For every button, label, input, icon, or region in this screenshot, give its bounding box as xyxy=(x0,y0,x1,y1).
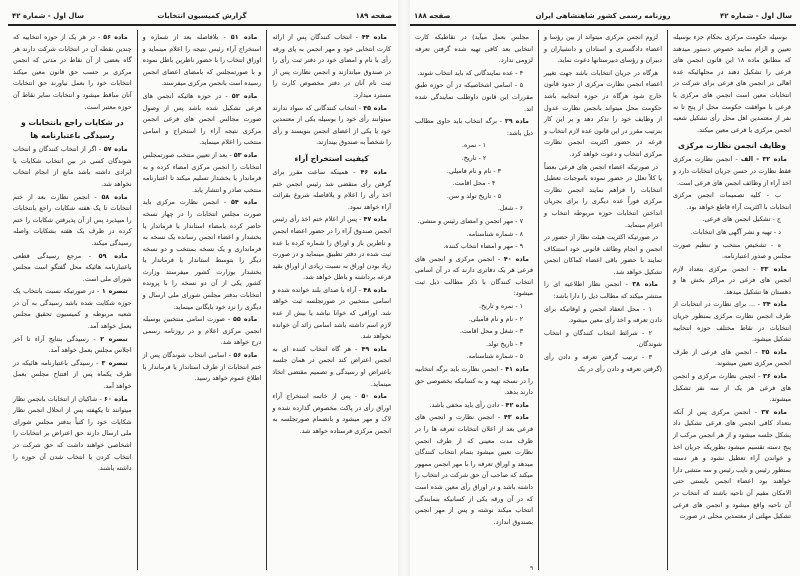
article-paragraph xyxy=(415,32,533,67)
list-item: ۴ - محل اقامت. xyxy=(452,179,496,188)
article-paragraph xyxy=(13,192,132,250)
article-number: ماده ۴۵ xyxy=(363,103,387,112)
folio-number: ۹ xyxy=(530,565,534,572)
list-item: ۹ - مهر و امضاء انتخاب کننده. xyxy=(443,242,523,251)
list-item: ۸ - شماره شناسنامه. xyxy=(466,229,523,238)
list-item: ه - تشخیص منتخب و تنظیم صورت مجلس و صدور اعتبارنامه. xyxy=(673,240,791,261)
list-item: ب - کلیه تصمیمات انجمن مرکزی انتخابات با اکثریت آراء قاطع خواهد بود. xyxy=(673,191,791,211)
article-text: - صورت اسامی منتخبین بوسیله انجمن مرکزی اعلام و در روزنامه رسمی درج خواهد شد. xyxy=(142,315,262,347)
article-text: - بلافاصله بعد از شماره و استخراج آراء رئیس نتیجه را اعلام مینماید و اوراق انتخاب را با حضور ناظرین باطل نموده و با صورتمجلس که بامضای اعضای انجمن رسیده است بانجمن مرکزی میفرستد. xyxy=(142,33,262,88)
page-gutter xyxy=(398,0,410,576)
article-text: - رسیدگی باعتبارنامه هائیکه در طرف یکماه پس از افتتاح مجلس بعمل خواهد آمد. xyxy=(12,358,132,391)
article-text: در صورتیکه اکثریت هیئت نظار از حضور در انجمن و انجام وظائف قانونی خود استنکاف نمایند با حضور باقی اعضاء کماکان انجمن تشکیل خواهد شد. xyxy=(544,233,662,276)
article-number: ماده ۳۶ xyxy=(762,372,787,381)
article-text: - پس از خاتمه استخراج آراء اوراق رأی در پاکت مخصوص گذارده شده و لاک و مهر میشود و بانضمام صورتجلسه به انجمن مرکزی فرستاده خواهد شد. xyxy=(272,392,391,435)
article-text: - انجمن مرکزی پس از آنکه بتعداد کافی انجمن های فرعی تشکیل داد بشکل جلسه میشود و از هر انجمن مرکب از پنج دسته تقسیم میشود بطوریکه جریان اخذ و خواندن آراء تعطیل نشود و هر دسته بمنظور رئیس و نایب رئیس و سه منشی دارا خواهند بود اعضاء انجمن بایستی حتی الامکان مقیم آن ناحیه باشند که انتخاب در آن ناحیه واقع میشود و انجمن های فرعی تشکیل مهلتی از معتمدین محلی در صورت xyxy=(673,407,791,521)
section-heading: کیفیت استخراج آراء xyxy=(294,153,369,163)
article-number: ماده ۴۹ xyxy=(361,344,387,353)
article-number: ماده ۴۶ xyxy=(360,167,387,176)
article-text: - انجمن نظارت و انجمن های فرعی بعد از اعلان انتخابات تعرفه ها را در ظرف مدت معینی که از طرف انجمن نظارت تعیین میشود بتمام انتخاب کنندگان میدهد و اوراق تعرفه را با مهر انجمن ممهور میکند که صاحب آن حق شرکت در انتخاب را داشته باشد و در اوراق رأی معین شده است که در آن ورقه یکی از کسانیکه بنمایندگی انتخاب میکند نوشته و پس از مهر انجمن بصندوق اندازد. xyxy=(415,413,533,526)
article-paragraph xyxy=(143,350,262,385)
article-paragraph xyxy=(13,358,132,393)
section-heading: وظایف انجمن نظارت مرکزی xyxy=(677,141,787,151)
page-number: صفحه ۱۸۹ xyxy=(355,12,392,20)
article-number: ماده ۳۵ xyxy=(761,347,787,356)
article-number: ماده ۳۲ - الف xyxy=(740,155,787,164)
article-text: - انجمن نظارت باید برگه انتخابیه را در نسخه تهیه و به کسانیکه بخصوصی حق دارند بدهد. xyxy=(415,365,533,397)
article-number: ماده ۶۰ xyxy=(104,394,128,403)
list-item: ۶ - شغل. xyxy=(497,204,523,213)
right-page xyxy=(410,4,796,574)
article-number: ماده ۴۲ xyxy=(505,400,529,409)
article-number: ماده ۵۳ xyxy=(233,150,258,159)
article-paragraph xyxy=(415,400,533,412)
article-number: ماده ۵۹ xyxy=(98,251,128,260)
column xyxy=(137,30,267,570)
article-number: ماده ۴۱ xyxy=(505,365,529,374)
article-text: هرگاه در جریان انتخابات باشد جهت تغییر اعضاء انجمن نظارت مرکزی از حدود قانون خارج شود هرگاه در حوزه انتخابیه باشد حکومت محل میتواند بانجمن نظارت عدول از وظایف خود را تذکر دهد و بر این کار بترتیب مقرر در این قانون عده لازم انتخاب و قرعه در حضور اکثریت انجمن نظارت مرکزی انتخاب و دعوت خواهد کرد. xyxy=(544,68,662,158)
article-text: - انجمن نظارت مرکزی باید صورت مجلس انتخابات را در چهار نسخه حاضر کرده بامضاء استاندار یا فرماندار یا بخشدار و اعضاء انجمن رسانده یک نسخه به فرمانداری و یک نسخه بمنتخب و دو نسخه دیگر را بتوسط استاندار یا فرماندار یا بخشدار بوزارت کشور میفرستد وزارت کشور یکی از آن دو نسخه را با پرونده انتخابات بدفتر مجلس شورای ملی ارسال و دیگری را نزد خود بایگانی مینماید. xyxy=(142,198,262,311)
article-paragraph xyxy=(673,299,791,345)
list-item: ۱ - نمره. xyxy=(461,141,487,150)
article-number: ماده ۵۱ xyxy=(230,33,258,41)
list-item: ۷ - مهر انجمن و امضای رئیس و منشی. xyxy=(417,216,523,225)
issue-label: سال اول - شماره ۴۲ xyxy=(12,12,84,20)
column xyxy=(538,30,667,570)
list-item: ۱ - محل انعقاد انجمن و اوقاتیکه برای دادن تعرفه و اخذ رأی معین میشود. xyxy=(544,304,662,325)
article-text: - انجمن نظارت مرکزی فقط نظارت در حسن جریان انتخابات دارد و اخذ آراء از وظائف انجمن های فرعی است. xyxy=(673,155,791,187)
article-paragraph xyxy=(673,371,791,406)
article-text: - رسیدگی بنتایج آراء تا آخر اجلاس مجلس بعمل خواهد آمد. xyxy=(12,334,132,355)
article-paragraph xyxy=(673,407,791,523)
list-item: ۴ - تاریخ تولد. xyxy=(486,339,523,348)
list-item: ۵ - تاریخ تولد و سن. xyxy=(446,191,502,200)
article-paragraph xyxy=(272,103,391,149)
article-number: ماده ۳۸ xyxy=(632,280,658,289)
article-text: - ... برای نظارت در انتخابات از طرف انجمن نظارت مرکزی بمنظور جریان انتخابات در نقاط مختلف حوزه انتخابیه تشکیل میشود. xyxy=(673,300,791,344)
article-text: - اگر از انتخاب کنندگان و انتخاب شوندگان کسی در بین انتخاب شکایات یا ایرادی داشته باشد مانع از انجام انتخاب نخواهد شد. xyxy=(12,145,132,188)
article-number: ماده ۴۳ xyxy=(503,413,529,422)
article-paragraph xyxy=(544,279,662,302)
article-number: ماده ۳۹ xyxy=(504,117,529,126)
article-paragraph xyxy=(13,334,132,357)
article-number: ماده ۳۷ xyxy=(761,407,787,416)
article-paragraph xyxy=(13,394,132,475)
right-page-columns xyxy=(410,30,796,570)
right-page-header xyxy=(410,10,796,26)
article-paragraph xyxy=(143,314,262,349)
column xyxy=(266,30,396,570)
list-item: د - تهیه و نشر آگهی های انتخابات. xyxy=(690,227,781,236)
article-paragraph xyxy=(673,347,791,370)
article-text: - بعد از تعیین منتخب صورتمجلس انتخابات را انجمن مرکزی امضاء کرده و به فرماندار یا بخشدار تسلیم میکند تا اعتبارنامه منتخب صادر و انتشار یابد. xyxy=(142,150,262,194)
article-paragraph xyxy=(415,412,533,528)
list-item: ۵ - شماره شناسنامه. xyxy=(466,352,523,361)
article-text: - همینکه ساعت مقرر برای گرفتن رأی منقضی شد رئیس انجمن ختم اخذ رأی را اعلام و بلافاصله شروع بقرائت آراء خواهد نمود. xyxy=(272,167,391,211)
article-paragraph xyxy=(13,286,132,332)
article-number: ماده ۴۴ xyxy=(361,33,387,41)
article-paragraph xyxy=(272,285,391,343)
article-text: - هر گاه انتخاب کننده ای به انجمن اعتراض کند انجمن در همان جلسه باعتراض او رسیدگی و تصمیم مقتضی اتخاذ مینماید. xyxy=(272,344,391,388)
list-item: ج - تشکیل انجمن های فرعی. xyxy=(702,215,781,224)
article-text: - اسامی انتخاب شوندگان پس از ختم انتخابات از طرف استاندار یا فرماندار با اطلاع عموم خواهد رسید. xyxy=(142,351,262,383)
article-paragraph xyxy=(272,32,391,102)
article-text: - انتخاب کنندگان پس از ارائه کارت انتخابی خود و مهر انجمن به پای ورقه رأی با نام و امضای خود در دفتر ثبت رأی را در صندوق میاندازند و انجمن نظارت پس از ثبت نام آنان در دفتر مخصوص کارت را مسترد میدارد. xyxy=(272,33,391,99)
article-text: - برگه انتخاب باید حاوی مطالب ذیل باشد: xyxy=(415,117,533,137)
page-title: گزارش کمیسیون انتخابات xyxy=(157,12,247,20)
list-item: ۲ - شرائط انتخاب کنندگان و انتخاب شوندگان. xyxy=(544,328,662,349)
article-paragraph xyxy=(143,197,262,313)
article-paragraph xyxy=(272,391,391,437)
article-paragraph xyxy=(673,32,791,136)
article-text: - انجمن نظارت بعد از ختم انتخابات تا یک هفته شکایات راجع بانتخابات را میپذیرد پس از آن پذیرفتن شکایات را ختم کرده در ظرف یک هفته بشکایات واصله رسیدگی میکند. xyxy=(12,192,132,247)
page-title: روزنامه رسمی کشور شاهنشاهی ایران xyxy=(535,12,671,20)
article-paragraph xyxy=(673,154,791,189)
article-text: - انتخاب کنندگانی که سواد ندارند میتوانند رأی خود را بوسیله یکی از معتمدین خود یا یکی از اعضای انجمن بنویسند و رأی را شخصاً به صندوق بیندازند. xyxy=(272,103,391,147)
article-paragraph xyxy=(544,232,662,278)
article-text: - پس از اعلام ختم اخذ رأی رئیس انجمن صندوق آراء را در حضور اعضاء انجمن و ناظرین باز و اوراق را شماره کرده با عده ثبت شده در دفتر تطبیق مینماید و در صورت زیاد بودن اوراق به نسبت زیادی از اوراق بقید قرعه برداشته و باطل خواهد شد. xyxy=(272,215,391,282)
article-paragraph xyxy=(13,32,132,113)
left-page xyxy=(8,4,396,574)
list-item: ۵ - اسامی اشخاصیکه در آن حوزه طبق مقررات این قانون داوطلب نمایندگی شده اند. xyxy=(415,81,533,113)
column xyxy=(667,30,796,570)
left-page-header xyxy=(8,10,396,26)
article-paragraph xyxy=(415,364,533,399)
article-text: - مرجع رسیدگی قطعی باعتبارنامه هائیکه محل گفتگو است مجلس شورای ملی است. xyxy=(12,251,132,283)
article-number: ماده ۵۶ xyxy=(103,33,128,41)
article-text: - انجمن نظار اطلاعیه ای را منتشر میکند که مطالب ذیل را دارا باشد: xyxy=(544,280,662,301)
article-number: ماده ۵۵ xyxy=(233,315,258,324)
article-text: لزوم انجمن مرکزی میتواند از بین رؤسا و اعضاء دادگستری و استادان و دانشیاران و دبیران و رؤسای دبیرستانها دعوت نماید. xyxy=(544,33,662,65)
article-text: - در صورتیکه نسبت بانتخاب یک حوزه شکایت شده باشد رسیدگی به آن در شعبه مربوطه و کمیسیون تحقیق مجلس بعمل خواهد آمد. xyxy=(12,287,132,331)
article-paragraph xyxy=(544,162,662,232)
issue-label: سال اول - شماره ۴۲ xyxy=(720,12,792,20)
list-item: ۴ - عده نمایندگانی که باید انتخاب شوند. xyxy=(417,68,523,77)
article-text: - انجمن نظارت مرکزی و انجمن های فرعی هر یک از سه نفر تشکیل میشوند. xyxy=(673,372,791,404)
article-number: تبصره ۲ xyxy=(100,334,128,343)
list-item: ۳ - شغل و محل اقامت. xyxy=(459,327,523,336)
article-paragraph xyxy=(143,32,262,90)
article-paragraph xyxy=(13,144,132,190)
article-paragraph xyxy=(272,344,391,390)
list-item: ۲ - تاریخ. xyxy=(461,153,487,162)
article-paragraph xyxy=(544,68,662,161)
article-paragraph xyxy=(143,150,262,196)
article-text: - در حوزه هائیکه انجمن های فرعی تشکیل شده باشد پس از وصول صورت مجالس انجمن های فرعی انجمن مرکزی نتیجه آراء را استخراج و اسامی منتخب را اعلام مینماید. xyxy=(142,91,262,147)
article-text: - در هر یک از حوزه انتخابیه که چندین نقطه آن در انتخابات شرکت دارند هر گاه بعضی از آن نقاط در مدتی که انجمن مرکزی بر حسب حق قانون معین میکند انتخابات خود را بعمل نیاورند حق انتخابات آنان ساقط میشود و انتخابات سایر نقاط آن حوزه معتبر است. xyxy=(12,33,132,111)
article-text: - دادن رأی باید مخفی باشد. xyxy=(429,400,504,409)
list-item: ۱ - نمره و تاریخ. xyxy=(478,302,523,311)
article-number: ماده ۵۶ xyxy=(233,351,258,360)
column xyxy=(410,30,538,570)
article-number: ماده ۵۰ xyxy=(361,392,387,401)
article-number: تبصره ۳ xyxy=(101,358,128,367)
article-number: ماده ۴۸ xyxy=(363,285,387,294)
article-text: - انجمن مرکزی بتعداد لازم انجمن های فرعی در مراکز بخش ها و دهستان ها تشکیل میدهد. xyxy=(673,264,791,296)
column xyxy=(8,30,137,570)
article-number: ماده ۵۴ xyxy=(231,198,258,207)
section-heading: در شکایات راجع بانتخابات و رسیدگی باعتبارنامه ها xyxy=(21,118,124,141)
article-text: - انجمن مرکزی و انجمن های فرعی هر یک دفاتری دارند که در آن اسامی انتخاب کنندگان با ذکر مطالب ذیل ثبت میشود: xyxy=(415,254,533,298)
article-paragraph xyxy=(143,91,262,149)
article-paragraph xyxy=(415,254,533,300)
article-number: ماده ۳۳ xyxy=(760,264,787,273)
article-paragraph xyxy=(13,251,132,286)
article-text: در صورتیکه اعضاء انجمن های فرعی بعضاً یا کلاً تعلل در حضور نموده باموجبات تعطیل انتخابات را فراهم نمایند انجمن نظارت مرکزی فوراً عده دیگری را برای بجریان انداختن انتخابات حوزه مربوطه انتخاب و اعزام مینماید. xyxy=(544,162,662,229)
article-number: ماده ۳۴ xyxy=(762,300,787,309)
article-paragraph xyxy=(272,214,391,284)
article-text: بوسیله حکومت مرکزی بحکام جزء بوسیله تعیین و الزام نمایند خصوص دستور میدهند که مطابق ماده ۱۸ این قانون انجمن های فرعی را تشکیل دهند در محلهائیکه عده اهالی در انجمن های فرعی برای شرکت در انتخابات معین است انجمن های مرکزی یا فرعی با موافقت حکومت محل از پنج تا نه نفر از معتمدین اهل محل رأی تشکیل شعبه انجمن مرکزی یا فرعی معین میکند. xyxy=(673,33,791,134)
article-text: - شاکیان از انتخابات بانجمن نظار میتوانند تا یکهفته پس از انحلال انجمن نظار شکایات خود را کتباً بدفتر مجلس شورای ملی ارسال دارند حق اعتراض بر انتخابات را اشخاصی خواهند داشت که حق شرکت در انتخاب کردن یا انتخاب شدن آن حوزه را داشته باشند. xyxy=(12,394,132,473)
list-item: ۲ - نام و نام فامیلی. xyxy=(468,314,523,323)
article-number: ماده ۵۲ xyxy=(231,91,258,100)
list-item: ۳ - نام و نام فامیلی. xyxy=(446,166,502,175)
article-paragraph xyxy=(272,167,391,213)
left-page-columns xyxy=(8,30,396,570)
page-number: صفحه ۱۸۸ xyxy=(414,12,451,20)
article-number: ماده ۵۸ xyxy=(101,192,128,201)
article-paragraph xyxy=(544,32,662,67)
article-number: تبصره ۱ xyxy=(101,287,128,296)
list-item: ۳ - ترتیب گرفتن تعرفه و دادن رأی (گرفتن تعرفه و دادن رأی در یک xyxy=(544,353,662,373)
article-text: - انجمن های فرعی از طرف انجمن مرکزی تعیین میشوند. xyxy=(673,347,791,368)
article-text: مجلس بعمل میآید) در نقاطیکه کارت انتخابی بعد کافی تهیه شده گرفتن تعرفه لزومی ندارد. xyxy=(415,33,533,65)
article-number: ماده ۴۰ xyxy=(503,254,529,263)
article-paragraph xyxy=(415,116,533,139)
article-paragraph xyxy=(673,264,791,299)
article-number: ماده ۴۷ xyxy=(363,215,387,224)
article-number: ماده ۵۷ xyxy=(103,145,128,154)
article-text: - آراء با صدای بلند خوانده شده و اسامی منتخبین در صورتجلسه ثبت خواهد شد. اوراقی که خوانا نباشد یا بیش از عده لازم اسم داشته باشد اسامی زائد آن خوانده نخواهد شد. xyxy=(272,285,391,341)
